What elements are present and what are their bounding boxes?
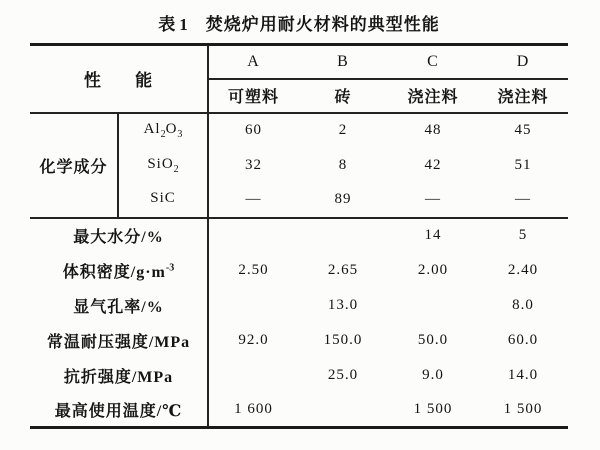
property-text: 抗折强度/MPa [63,368,174,386]
table-title: 焚烧炉用耐火材料的典型性能 [205,15,440,34]
formula-subscript: 2 [160,129,166,140]
property-name [30,323,208,358]
value-cell: 2.50 [208,253,298,288]
formula-cell [118,113,208,148]
grade-header-d: D [478,45,568,79]
value-cell: 48 [424,122,442,138]
prop-row-crush-strength [30,323,568,358]
value-cell: 14.0 [507,366,539,383]
property-name [30,358,208,393]
chem-row-al2o3 [30,113,568,148]
value-cell [388,288,478,323]
prop-row-max-temperature [30,393,568,428]
value-cell: 42 [424,156,442,173]
value-cell: 2.40 [507,261,539,278]
grade-header-c: C [388,45,478,79]
value-cell: 8.0 [512,296,534,313]
value-cell: 1 500 [503,400,543,417]
prop-row-density [30,253,568,288]
value-cell [298,218,388,253]
formula-text: SiO [147,155,174,172]
type-header-b: 砖 [298,79,388,113]
value-cell: 60 [208,113,298,148]
formula-cell [118,148,208,183]
value-cell: 32 [208,148,298,183]
prop-row-porosity [30,288,568,323]
value-cell: — [388,183,478,218]
value-cell [298,393,388,428]
table-number: 表1 [158,15,192,34]
value-cell [208,218,298,253]
table-caption [30,10,568,35]
value-cell: 89 [298,183,388,218]
type-header-a: 可塑料 [208,79,298,113]
property-name [30,288,208,323]
value-cell: 2.65 [327,261,359,278]
value-cell: 14 [424,227,442,243]
value-cell: 150.0 [323,331,363,348]
prop-row-moisture [30,218,568,253]
value-cell: 5 [518,227,528,243]
prop-row-flexural-strength [30,358,568,393]
property-name [30,218,208,253]
value-cell: 2.00 [417,261,449,278]
property-text: 最高使用温度/℃ [54,402,183,420]
type-header-c: 浇注料 [388,79,478,113]
value-cell [208,288,298,323]
value-cell: 8 [338,156,348,173]
value-cell: 60.0 [507,331,539,348]
property-text: 显气孔率/% [73,298,164,316]
value-cell: 50.0 [417,331,449,348]
value-cell: 2 [338,122,348,138]
value-cell: — [478,183,568,218]
formula-text: Al [143,121,161,137]
property-name [30,253,208,288]
value-cell: 13.0 [327,296,359,313]
corner-header: 性 能 [30,45,208,113]
value-cell: 51 [514,156,532,173]
grade-header-b: B [298,45,388,79]
formula-text: SiC [150,190,176,206]
formula-cell [118,183,208,218]
property-text: 常温耐压强度/MPa [46,333,191,351]
value-cell: 1 500 [413,400,453,417]
header-row-grades [30,45,568,79]
property-text: 体积密度/g·m [62,263,166,281]
properties-table [30,43,568,429]
formula-subscript: 3 [177,129,183,140]
property-superscript: -3 [165,262,175,274]
value-cell [208,358,298,393]
type-header-d: 浇注料 [478,79,568,113]
value-cell: 1 600 [208,393,298,428]
property-name [30,393,208,428]
formula-subscript: 2 [173,163,179,175]
chem-group-label: 化学成分 [30,113,118,218]
value-cell: 25.0 [327,366,359,383]
value-cell: 9.0 [422,366,444,383]
formula-text: O [165,121,178,137]
value-cell: — [208,183,298,218]
value-cell: 92.0 [208,323,298,358]
grade-header-a: A [208,45,298,79]
value-cell: 45 [514,122,532,138]
property-text: 最大水分/% [73,229,164,246]
